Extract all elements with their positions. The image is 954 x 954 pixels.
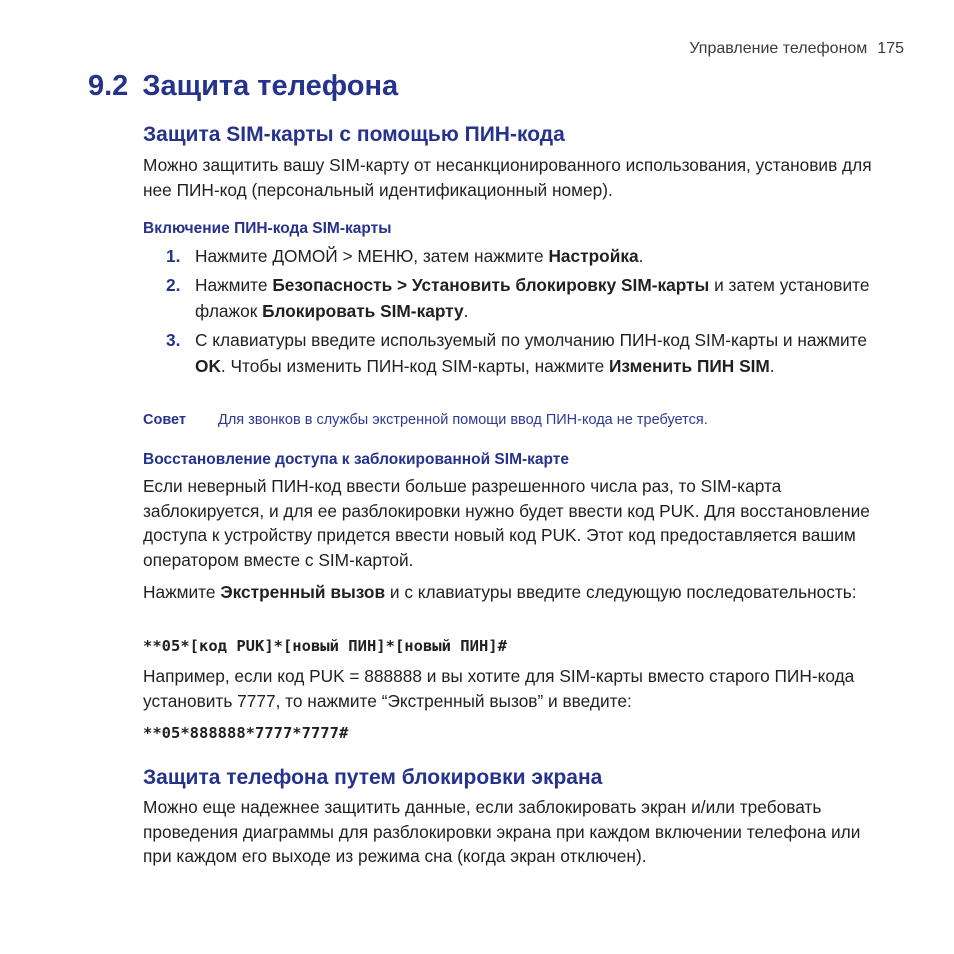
section-number: 9.2 (88, 70, 129, 102)
screen-lock-paragraph: Можно еще надежнее защитить данные, если заблокировать экран и/или требовать проведения диаграммы для разблокировки экрана при каждом включении телефона или при каждом его выходе из режима сна (когда экран отключен). (143, 797, 861, 866)
step-1-text: Нажмите ДОМОЙ > МЕНЮ, затем нажмите Настройка. (195, 246, 644, 266)
sim-intro-paragraph: Можно защитить вашу SIM-карту от несанкционированного использования, установив для нее ПИН-код (персональный идентификационный номер). (143, 155, 872, 200)
step-number: 3. (166, 330, 181, 350)
step-2-text: Нажмите Безопасность > Установить блокировку SIM-карты и затем установите флажок Блокировать SIM-карту. (195, 275, 870, 321)
page-title (88, 70, 398, 103)
emergency-call-paragraph: Нажмите Экстренный вызов и с клавиатуры введите следующую последовательность: (143, 582, 857, 602)
step-number: 2. (166, 275, 181, 295)
tip-label: Совет (143, 412, 187, 428)
page-number: 175 (877, 40, 904, 57)
puk-code-sequence: **05*[код PUK]*[новый ПИН]*[новый ПИН]# (143, 637, 507, 655)
sim-section-heading: Защита SIM-карты с помощью ПИН-кода (143, 123, 565, 146)
screen-lock-heading: Защита телефона путем блокировки экрана (143, 766, 603, 789)
example-code-sequence: **05*888888*7777*7777# (143, 724, 349, 742)
enable-pin-heading: Включение ПИН-кода SIM-карты (143, 220, 392, 237)
example-paragraph: Например, если код PUK = 888888 и вы хотите для SIM-карты вместо старого ПИН-кода установить 7777, то нажмите “Экстренный вызов” и введите: (143, 666, 855, 711)
restore-paragraph: Если неверный ПИН-код ввести больше разрешенного числа раз, то SIM-карта заблокируется, и для ее разблокировки нужно будет ввести код PUK. Для восстановление доступа к устройству придется ввести новый код PUK. Этот код предоставляется вашим оператором вместе с SIM-картой. (143, 476, 870, 570)
header-section-title: Управление телефоном (689, 40, 868, 57)
tip-text: Для звонков в службы экстренной помощи ввод ПИН-кода не требуется. (218, 412, 708, 428)
section-title: Защита телефона (142, 70, 399, 102)
page-header (689, 40, 904, 58)
restore-access-heading: Восстановление доступа к заблокированной SIM-карте (143, 451, 570, 468)
step-number: 1. (166, 246, 181, 266)
step-3-text: С клавиатуры введите используемый по умолчанию ПИН-код SIM-карты и нажмите OK. Чтобы изменить ПИН-код SIM-карты, нажмите Изменить ПИН SIM. (195, 330, 867, 376)
